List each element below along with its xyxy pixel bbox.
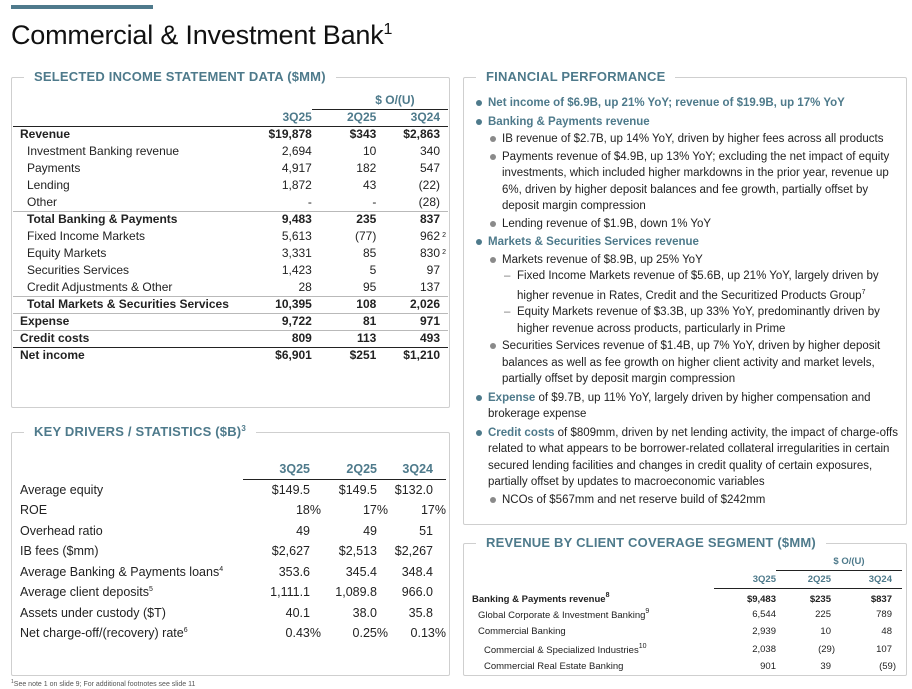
table-row bbox=[13, 211, 448, 228]
table-row bbox=[472, 623, 902, 641]
row-value: 547 bbox=[419, 161, 440, 175]
row-label: Payments bbox=[27, 161, 81, 175]
table-row bbox=[472, 588, 902, 606]
group-header: $ O/(U) bbox=[776, 553, 902, 571]
row-value: 6,544 bbox=[752, 608, 776, 620]
row-value: 225 bbox=[815, 608, 831, 620]
table-row bbox=[472, 606, 902, 624]
row-label: Overhead ratio bbox=[20, 523, 103, 538]
key-drivers-table bbox=[20, 459, 446, 644]
row-value: 1,089.8 bbox=[335, 585, 377, 600]
col-header: 3Q25 bbox=[248, 109, 311, 126]
row-value: 28 bbox=[298, 279, 312, 294]
row-label: Commercial & Specialized Industries$^{10}$ bbox=[484, 642, 647, 656]
row-value: 2,694 bbox=[281, 144, 312, 158]
row-value: 85 bbox=[362, 246, 377, 260]
row-label: Total Markets & Securities Services bbox=[13, 296, 248, 313]
row-value: $2,863 bbox=[403, 127, 440, 142]
row-value: 182 bbox=[356, 161, 377, 175]
row-value: $837 bbox=[870, 593, 892, 605]
bullet-payments-revenue: Payments revenue of $4.9B, up 13% YoY; excluding the net impact of equity investments, which included higher markdowns in the prior year, revenue up 6%, driven by higher deposit balances and fee growth, partially offset by deposit margin compression bbox=[473, 149, 905, 215]
table-row bbox=[472, 658, 902, 676]
row-label: Equity Markets bbox=[27, 246, 107, 260]
row-value: 1,111.1 bbox=[270, 585, 310, 600]
row-value: 0.25% bbox=[352, 626, 388, 641]
row-value: $1,210 bbox=[376, 347, 448, 364]
row-label: Commercial Banking bbox=[478, 626, 566, 638]
row-value: 9,722 bbox=[248, 313, 311, 330]
row-value: 0.43% bbox=[285, 626, 321, 641]
bullet-net-income: Net income of $6.9B, up 21% YoY; revenue of $19.9B, up 17% YoY bbox=[473, 95, 905, 112]
row-value: (77) bbox=[354, 229, 377, 243]
row-value: 5,613 bbox=[281, 229, 312, 243]
row-value: 5 bbox=[369, 263, 377, 277]
table-row bbox=[20, 562, 446, 583]
page-title: Commercial & Investment Bank$^1$ bbox=[11, 20, 393, 50]
table-row bbox=[13, 245, 448, 262]
bullet-securities-services: Securities Services revenue of $1.4B, up 7% YoY, driven by higher deposit balances as well as fee growth on higher client activity and market levels, partially offset by deposit margin compression bbox=[473, 338, 905, 388]
bullet-equity-markets: – Equity Markets revenue of $3.3B, up 33% YoY, predominantly driven by higher revenue across products, particularly in Prime bbox=[473, 304, 905, 337]
row-label: Other bbox=[27, 194, 58, 209]
footnote-marker: 2 bbox=[442, 232, 446, 239]
table-row bbox=[13, 177, 448, 194]
row-value: 51 bbox=[419, 523, 433, 538]
row-value: 3,331 bbox=[281, 246, 312, 260]
row-label: Assets under custody ($T) bbox=[20, 605, 166, 620]
row-value: 10 bbox=[820, 626, 831, 638]
row-value: 837 bbox=[376, 211, 448, 228]
row-value: $132.0 bbox=[394, 483, 433, 497]
key-drivers-title: KEY DRIVERS / STATISTICS ($B)$^3$ bbox=[24, 424, 256, 439]
table-row bbox=[20, 582, 446, 603]
col-header: 3Q25 bbox=[243, 459, 310, 480]
bullet-banking-payments: Banking & Payments revenue bbox=[473, 114, 905, 131]
table-row bbox=[13, 296, 448, 313]
row-label: Global Corporate & Investment Banking$^9$ bbox=[478, 607, 650, 621]
row-value: 971 bbox=[376, 313, 448, 330]
row-value: 113 bbox=[312, 330, 376, 347]
col-header: 3Q24 bbox=[836, 571, 902, 589]
row-value: 137 bbox=[419, 279, 440, 294]
header-accent-bar bbox=[11, 5, 153, 9]
row-value: - bbox=[372, 194, 377, 209]
row-value: 2,038 bbox=[752, 643, 776, 655]
row-label: Investment Banking revenue bbox=[27, 144, 180, 158]
row-value: 49 bbox=[363, 523, 377, 538]
income-statement-title: SELECTED INCOME STATEMENT DATA ($MM) bbox=[24, 69, 336, 84]
row-label: Lending bbox=[27, 178, 70, 192]
table-row bbox=[13, 160, 448, 177]
row-value: $235 bbox=[809, 593, 831, 605]
bullet-fixed-income: – Fixed Income Markets revenue of $5.6B, up 21% YoY, largely driven by higher revenue in Rates, Credit and the Securitized Products Group$^7$ bbox=[473, 268, 905, 304]
row-value: (29) bbox=[818, 643, 835, 655]
row-value: 10,395 bbox=[248, 296, 311, 313]
row-value: - bbox=[307, 194, 312, 209]
table-row bbox=[13, 228, 448, 245]
row-value: 97 bbox=[426, 263, 440, 277]
col-header: 3Q24 bbox=[376, 109, 448, 126]
row-value: $19,878 bbox=[268, 127, 312, 142]
table-row bbox=[20, 603, 446, 624]
row-value: 49 bbox=[296, 523, 310, 538]
footnote-marker: 2 bbox=[442, 249, 446, 256]
row-value: 95 bbox=[362, 279, 377, 294]
row-value: 353.6 bbox=[278, 564, 310, 579]
row-value: 493 bbox=[376, 330, 448, 347]
row-value: 38.0 bbox=[352, 605, 377, 620]
table-row bbox=[20, 480, 446, 501]
financial-performance-list bbox=[473, 93, 905, 508]
row-value: $2,513 bbox=[338, 544, 377, 559]
row-label: Credit Adjustments & Other bbox=[27, 279, 173, 294]
row-label: Average client deposits$^5$ bbox=[20, 585, 153, 600]
bullet-lending-revenue: Lending revenue of $1.9B, down 1% YoY bbox=[473, 216, 905, 233]
row-value: (22) bbox=[418, 178, 440, 192]
client-segment-table bbox=[472, 553, 902, 676]
financial-performance-title: FINANCIAL PERFORMANCE bbox=[476, 69, 675, 84]
row-label: Fixed Income Markets bbox=[27, 229, 146, 243]
row-value: $343 bbox=[349, 127, 377, 142]
col-header: 2Q25 bbox=[776, 571, 836, 589]
client-segment-title: REVENUE BY CLIENT COVERAGE SEGMENT ($MM) bbox=[476, 535, 826, 550]
table-row bbox=[20, 623, 446, 644]
row-value: 4,917 bbox=[281, 161, 312, 175]
row-value: 809 bbox=[248, 330, 311, 347]
row-value: $251 bbox=[312, 347, 376, 364]
table-row bbox=[13, 194, 448, 211]
table-row bbox=[20, 541, 446, 562]
row-value: (28) bbox=[418, 194, 440, 209]
row-value: 10 bbox=[362, 144, 377, 158]
row-value: $2,627 bbox=[271, 544, 310, 559]
row-label: Total Banking & Payments bbox=[13, 211, 248, 228]
row-label: Average Banking & Payments loans$^4$ bbox=[20, 564, 224, 579]
table-row bbox=[20, 521, 446, 542]
col-header: 3Q25 bbox=[714, 571, 776, 589]
row-value: 235 bbox=[312, 211, 376, 228]
row-value: 1,423 bbox=[281, 263, 312, 277]
row-value: 901 bbox=[760, 661, 776, 673]
row-value: $9,483 bbox=[746, 593, 776, 605]
col-header: 3Q24 bbox=[377, 459, 446, 480]
row-label: Securities Services bbox=[27, 263, 130, 277]
row-value: 962 2 bbox=[419, 229, 446, 243]
row-label: Revenue bbox=[20, 127, 71, 142]
row-value: 2,026 bbox=[376, 296, 448, 313]
col-header: 2Q25 bbox=[312, 109, 376, 126]
table-row bbox=[13, 313, 448, 330]
row-value: 17% bbox=[420, 503, 446, 518]
bullet-markets-securities: Markets & Securities Services revenue bbox=[473, 234, 905, 251]
row-label: Credit costs bbox=[13, 330, 248, 347]
row-value: $149.5 bbox=[271, 483, 310, 497]
row-value: $6,901 bbox=[248, 347, 311, 364]
bullet-ncos: NCOs of $567mm and net reserve build of $242mm bbox=[473, 492, 905, 509]
row-label: Banking & Payments revenue$^8$ bbox=[472, 592, 610, 606]
row-value: 966.0 bbox=[401, 585, 433, 600]
row-value: 39 bbox=[820, 661, 831, 673]
row-value: (59) bbox=[879, 661, 896, 673]
table-row bbox=[13, 126, 448, 143]
row-value: $2,267 bbox=[394, 544, 433, 559]
row-value: 18% bbox=[295, 503, 321, 518]
row-value: 48 bbox=[881, 626, 892, 638]
row-value: 830 2 bbox=[419, 246, 446, 260]
table-row bbox=[13, 330, 448, 347]
footnote: $^1$See note 1 on slide 9; For additional footnotes see slide 11 bbox=[11, 679, 196, 688]
table-row bbox=[13, 262, 448, 279]
row-label: Expense bbox=[13, 313, 248, 330]
bullet-markets-revenue: Markets revenue of $8.9B, up 25% YoY bbox=[473, 252, 905, 269]
row-value: 35.8 bbox=[408, 605, 433, 620]
row-value: 43 bbox=[362, 178, 377, 192]
bullet-credit-costs: Credit costs of $809mm, driven by net lending activity, the impact of charge-offs related to what appears to be borrower-related collateral irregularities in certain secured lending facilities and changes in credit quality of certain exposures, partially offset by updates to macroeconomic variables bbox=[473, 425, 905, 491]
row-value: 81 bbox=[312, 313, 376, 330]
bullet-expense: Expense of $9.7B, up 11% YoY, largely driven by higher compensation and brokerage expense bbox=[473, 390, 905, 423]
row-label: ROE bbox=[20, 503, 48, 518]
row-value: 0.13% bbox=[410, 626, 446, 641]
row-value: $149.5 bbox=[338, 483, 377, 497]
income-statement-table bbox=[13, 92, 448, 364]
row-value: 2,939 bbox=[752, 626, 776, 638]
row-value: 108 bbox=[312, 296, 376, 313]
row-value: 789 bbox=[876, 608, 892, 620]
row-value: 345.4 bbox=[345, 564, 377, 579]
bullet-ib-revenue: IB revenue of $2.7B, up 14% YoY, driven by higher fees across all products bbox=[473, 131, 905, 148]
row-value: 348.4 bbox=[401, 564, 433, 579]
row-label: Net charge-off/(recovery) rate$^6$ bbox=[20, 626, 188, 641]
row-value: 17% bbox=[362, 503, 388, 518]
table-row bbox=[13, 279, 448, 296]
row-label: Net income bbox=[13, 347, 248, 364]
table-row bbox=[472, 641, 902, 659]
group-header: $ O/(U) bbox=[312, 92, 448, 109]
row-value: 340 bbox=[419, 144, 440, 158]
table-row bbox=[20, 500, 446, 521]
row-value: 1,872 bbox=[281, 178, 312, 192]
row-value: 107 bbox=[876, 643, 892, 655]
row-label: IB fees ($mm) bbox=[20, 544, 99, 559]
col-header: 2Q25 bbox=[310, 459, 377, 480]
row-label: Average equity bbox=[20, 482, 104, 497]
table-row bbox=[13, 143, 448, 160]
table-row bbox=[13, 347, 448, 364]
row-value: 40.1 bbox=[285, 605, 310, 620]
row-value: 9,483 bbox=[248, 211, 311, 228]
row-label: Commercial Real Estate Banking bbox=[484, 661, 624, 673]
